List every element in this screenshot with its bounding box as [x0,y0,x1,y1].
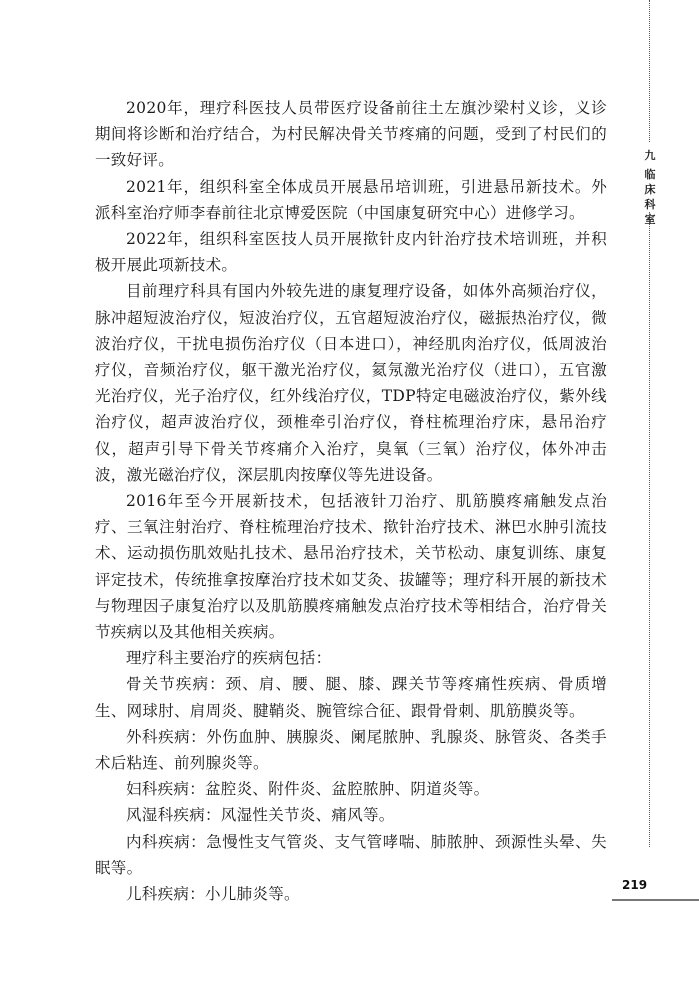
paragraph-new-techniques: 2016年至今开展新技术，包括液针刀治疗、肌筋膜疼痛触发点治疗、三氧注射治疗、脊柱梳理治疗技术、揿针治疗技术、淋巴水肿引流技术、运动损伤肌效贴扎技术、悬吊治疗技术，关节松动、康复训练、康复评定技术，传统推拿按摩治疗技术如艾灸、拔罐等；理疗科开展的新技术与物理因子康复治疗以及肌筋膜疼痛触发点治疗技术等相结合，治疗骨关节疾病以及其他相关疾病。 [95,492,607,642]
side-dotted-rule-bottom [649,212,650,847]
page-number-rule [612,899,699,901]
chapter-title: 临床科室 [644,168,656,226]
paragraph-diseases-intro: 理疗科主要治疗的疾病包括： [126,649,332,668]
paragraph-2021: 2021年，组织科室全体成员开展悬吊培训班，引进悬吊新技术。外派科室治疗师李春前往北京博爱医院（中国康复研究中心）进修学习。 [95,177,607,222]
page-number: 219 [622,878,648,892]
body-text [95,95,607,907]
paragraph-pediatrics: 儿科疾病：小儿肺炎等。 [126,885,300,904]
paragraph-equipment: 目前理疗科具有国内外较先进的康复理疗设备，如体外高频治疗仪，脉冲超短波治疗仪，短波治疗仪，五官超短波治疗仪，磁振热治疗仪，微波治疗仪，干扰电损伤治疗仪（日本进口），神经肌肉治疗仪，低周波治疗仪，音频治疗仪，躯干激光治疗仪，氦氖激光治疗仪（进口），五官激光治疗仪，光子治疗仪，红外线治疗仪，TDP特定电磁波治疗仪，紫外线治疗仪，超声波治疗仪，颈椎牵引治疗仪，脊柱梳理治疗床，悬吊治疗仪，超声引导下骨关节疼痛介入治疗，臭氧（三氧）治疗仪，体外冲击波，激光磁治疗仪，深层肌肉按摩仪等先进设备。 [95,282,607,484]
chapter-sidebar-label [643,148,657,227]
paragraph-internal-medicine: 内科疾病：急慢性支气管炎、支气管哮喘、肺脓肿、颈源性头晕、失眠等。 [95,832,607,877]
paragraph-2022: 2022年，组织科室医技人员开展揿针皮内针治疗技术培训班，并积极开展此项新技术。 [95,230,607,275]
side-dotted-rule-top [649,0,650,142]
chapter-number: 九 [644,149,656,162]
paragraph-rheumatology: 风湿科疾病：风湿性关节炎、痛风等。 [126,806,395,825]
paragraph-orthopedic: 骨关节疾病：颈、肩、腰、腿、膝、踝关节等疼痛性疾病、骨质增生、网球肘、肩周炎、腱鞘炎、腕管综合征、跟骨骨刺、肌筋膜炎等。 [95,675,607,720]
paragraph-gynecology: 妇科疾病：盆腔炎、附件炎、盆腔脓肿、阴道炎等。 [126,780,490,799]
paragraph-surgical: 外科疾病：外伤血肿、胰腺炎、阑尾脓肿、乳腺炎、脉管炎、各类手术后粘连、前列腺炎等。 [95,727,607,773]
paragraph-2020: 2020年，理疗科医技人员带医疗设备前往土左旗沙梁村义诊，义诊期间将诊断和治疗结合，为村民解决骨关节疼痛的问题，受到了村民们的一致好评。 [95,99,607,170]
